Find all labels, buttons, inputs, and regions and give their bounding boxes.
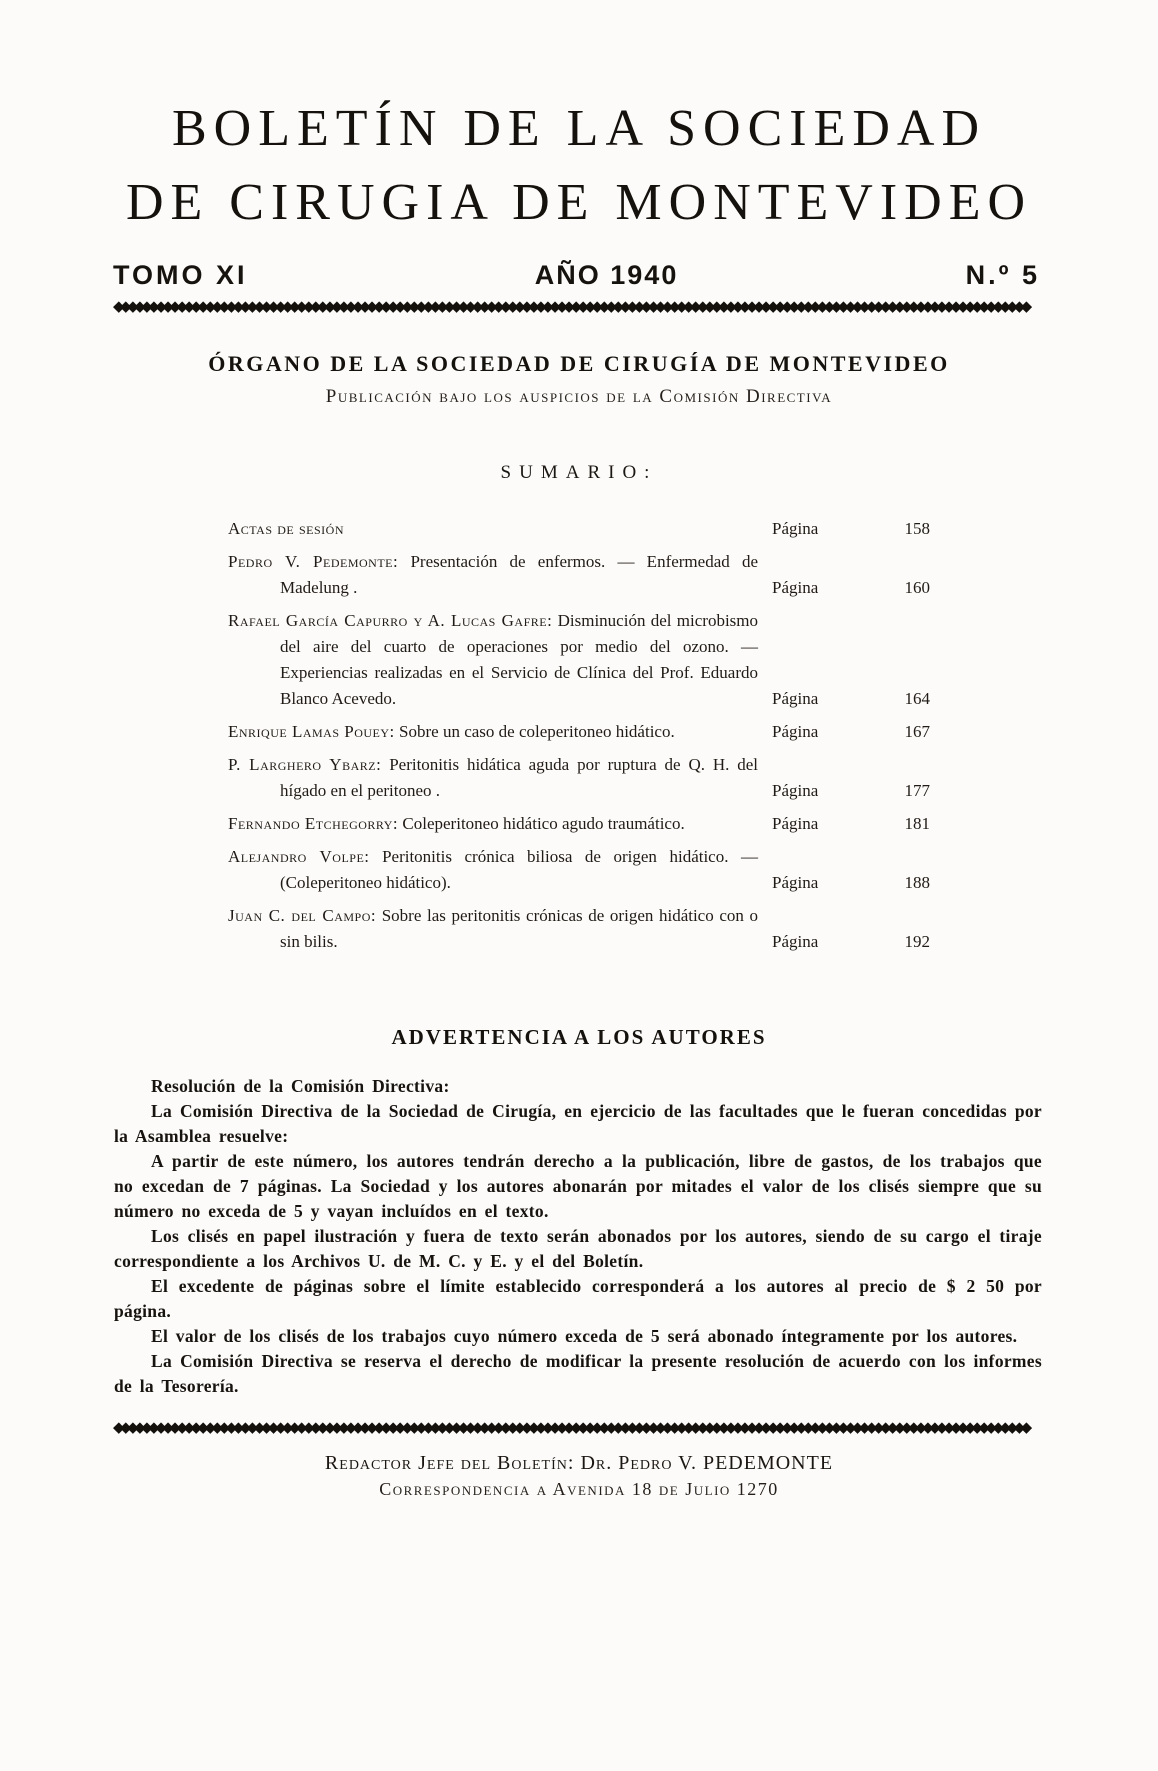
sumario-heading: SUMARIO: (500, 462, 658, 483)
entry-text (228, 516, 772, 542)
masthead (0, 0, 1158, 408)
entry-page (772, 929, 930, 955)
footer-correspondencia-line: Correspondencia a Avenida 18 de Julio 1270 (379, 1479, 779, 1499)
advertencia-paragraph: El excedente de páginas sobre el límite establecido corresponderá a los autores al precio de $ 2 50 por página. (114, 1276, 1042, 1321)
entry-page (772, 686, 930, 712)
page-number: 181 (904, 814, 930, 833)
entry-title: Presentación de enfermos. — Enfermedad de Madelung . (280, 552, 758, 597)
entry-page (772, 719, 930, 745)
auspices-line: Publicación bajo los auspicios de la Comisión Directiva (325, 386, 833, 407)
volume-label: TOMO XI (113, 260, 248, 290)
advertencia-paragraph: La Comisión Directiva se reserva el derecho de modificar la presente resolución de acuerdo con los informes de la Tesorería. (114, 1351, 1042, 1396)
page-label: Página (772, 689, 819, 708)
entry-title: Sobre las peritonitis crónicas de origen hidático con o sin bilis. (280, 906, 758, 951)
toc-entry (228, 903, 930, 955)
advertencia-paragraph: El valor de los clisés de los trabajos cuyo número exceda de 5 será abonado íntegramente por los autores. (151, 1326, 1018, 1346)
page-label: Página (772, 814, 819, 833)
entry-page (772, 516, 930, 542)
entry-author: Enrique Lamas Pouey: (228, 722, 395, 741)
issue-info-row (113, 260, 1040, 291)
entry-title: Disminución del microbismo del aire del cuarto de operaciones por medio del ozono. — Experiencias realizadas en el Servicio de Clínica del Prof. Eduardo Blanco Acevedo. (280, 611, 758, 708)
page-number: 167 (904, 722, 930, 741)
page-number: 160 (904, 578, 930, 597)
entry-text (228, 719, 772, 745)
entry-author: Rafael García Capurro y A. Lucas Gafre: (228, 611, 553, 630)
entry-author: Fernando Etchegorry: (228, 814, 399, 833)
advertencia-paragraph: Resolución de la Comisión Directiva: (151, 1076, 450, 1096)
entry-page (772, 778, 930, 804)
year-label: AÑO 1940 (534, 260, 679, 290)
journal-title (0, 92, 1158, 240)
page-number: 188 (904, 873, 930, 892)
organ-line: ÓRGANO DE LA SOCIEDAD DE CIRUGÍA DE MONTEVIDEO (208, 351, 950, 376)
toc-entry (228, 752, 930, 804)
entry-text (228, 811, 772, 837)
footer-redactor-line: Redactor Jefe del Boletín: Dr. Pedro V. PEDEMONTE (324, 1452, 834, 1474)
entry-text (228, 844, 772, 896)
issue-number-label: N.º 5 (965, 260, 1040, 290)
entry-page (772, 811, 930, 837)
page-label: Página (772, 519, 819, 538)
entry-text (228, 549, 772, 601)
entry-author: Alejandro Volpe: (228, 847, 370, 866)
advertencia-paragraph: Los clisés en papel ilustración y fuera de texto serán abonados por los autores, siendo de su cargo el tiraje correspondiente a los Archivos U. de M. C. y E. y el del Boletín. (114, 1226, 1042, 1271)
entry-author: P. Larghero Ybarz: (228, 755, 382, 774)
toc-entry (228, 608, 930, 712)
entry-title: Peritonitis hidática aguda por ruptura de Q. H. del hígado en el peritoneo . (280, 755, 758, 800)
page-number: 192 (904, 932, 930, 951)
page-label: Página (772, 578, 819, 597)
entry-page (772, 575, 930, 601)
journal-title-line1: BOLETÍN DE LA SOCIEDAD (171, 100, 987, 157)
advertencia-heading: ADVERTENCIA A LOS AUTORES (391, 1025, 767, 1049)
table-of-contents (228, 516, 930, 955)
ornamental-rule: ◆◆◆◆◆◆◆◆◆◆◆◆◆◆◆◆◆◆◆◆◆◆◆◆◆◆◆◆◆◆◆◆◆◆◆◆◆◆◆◆◆◆◆◆◆◆◆◆◆◆◆◆◆◆◆◆◆◆◆◆◆◆◆◆◆◆◆◆◆◆◆◆◆◆◆◆◆◆◆◆◆◆◆◆◆◆◆◆◆◆◆◆◆◆◆◆◆◆◆◆◆◆◆◆◆◆◆◆◆◆◆◆◆◆◆◆◆◆◆◆◆◆◆◆◆◆◆◆◆◆ (113, 1421, 1028, 1435)
page-number: 164 (904, 689, 930, 708)
toc-entry (228, 719, 930, 745)
page-label: Página (772, 932, 819, 951)
advertencia-paragraph: A partir de este número, los autores tendrán derecho a la publicación, libre de gastos, de los trabajos que no excedan de 7 páginas. La Sociedad y los autores abonarán por mitades el valor de los clisés siempre que su número no exceda de 5 y vayan incluídos en el texto. (114, 1151, 1042, 1221)
advertencia-section (0, 1025, 1158, 1399)
page-number: 177 (904, 781, 930, 800)
entry-title: Peritonitis crónica biliosa de origen hidático. — (Coleperitoneo hidático). (280, 847, 759, 892)
entry-author: Pedro V. Pedemonte: (228, 552, 399, 571)
toc-entry (228, 844, 930, 896)
entry-text (228, 752, 772, 804)
advertencia-body (114, 1074, 1042, 1399)
entry-page (772, 870, 930, 896)
entry-text (228, 903, 772, 955)
advertencia-paragraph: La Comisión Directiva de la Sociedad de Cirugía, en ejercicio de las facultades que le fueran concedidas por la Asamblea resuelve: (114, 1101, 1042, 1146)
entry-text (228, 608, 772, 712)
entry-author: Actas de sesión (228, 519, 344, 538)
page-number: 158 (904, 519, 930, 538)
toc-entry (228, 811, 930, 837)
toc-entry (228, 549, 930, 601)
toc-entry (228, 516, 930, 542)
page-label: Página (772, 722, 819, 741)
page-label: Página (772, 781, 819, 800)
entry-author: Juan C. del Campo: (228, 906, 377, 925)
journal-title-line2: DE CIRUGIA DE MONTEVIDEO (125, 174, 1033, 231)
page-label: Página (772, 873, 819, 892)
ornamental-rule: ◆◆◆◆◆◆◆◆◆◆◆◆◆◆◆◆◆◆◆◆◆◆◆◆◆◆◆◆◆◆◆◆◆◆◆◆◆◆◆◆◆◆◆◆◆◆◆◆◆◆◆◆◆◆◆◆◆◆◆◆◆◆◆◆◆◆◆◆◆◆◆◆◆◆◆◆◆◆◆◆◆◆◆◆◆◆◆◆◆◆◆◆◆◆◆◆◆◆◆◆◆◆◆◆◆◆◆◆◆◆◆◆◆◆◆◆◆◆◆◆◆◆◆◆◆◆◆◆◆◆ (113, 300, 1028, 314)
entry-title: Coleperitoneo hidático agudo traumático. (402, 814, 685, 833)
entry-title: Sobre un caso de coleperitoneo hidático. (399, 722, 675, 741)
